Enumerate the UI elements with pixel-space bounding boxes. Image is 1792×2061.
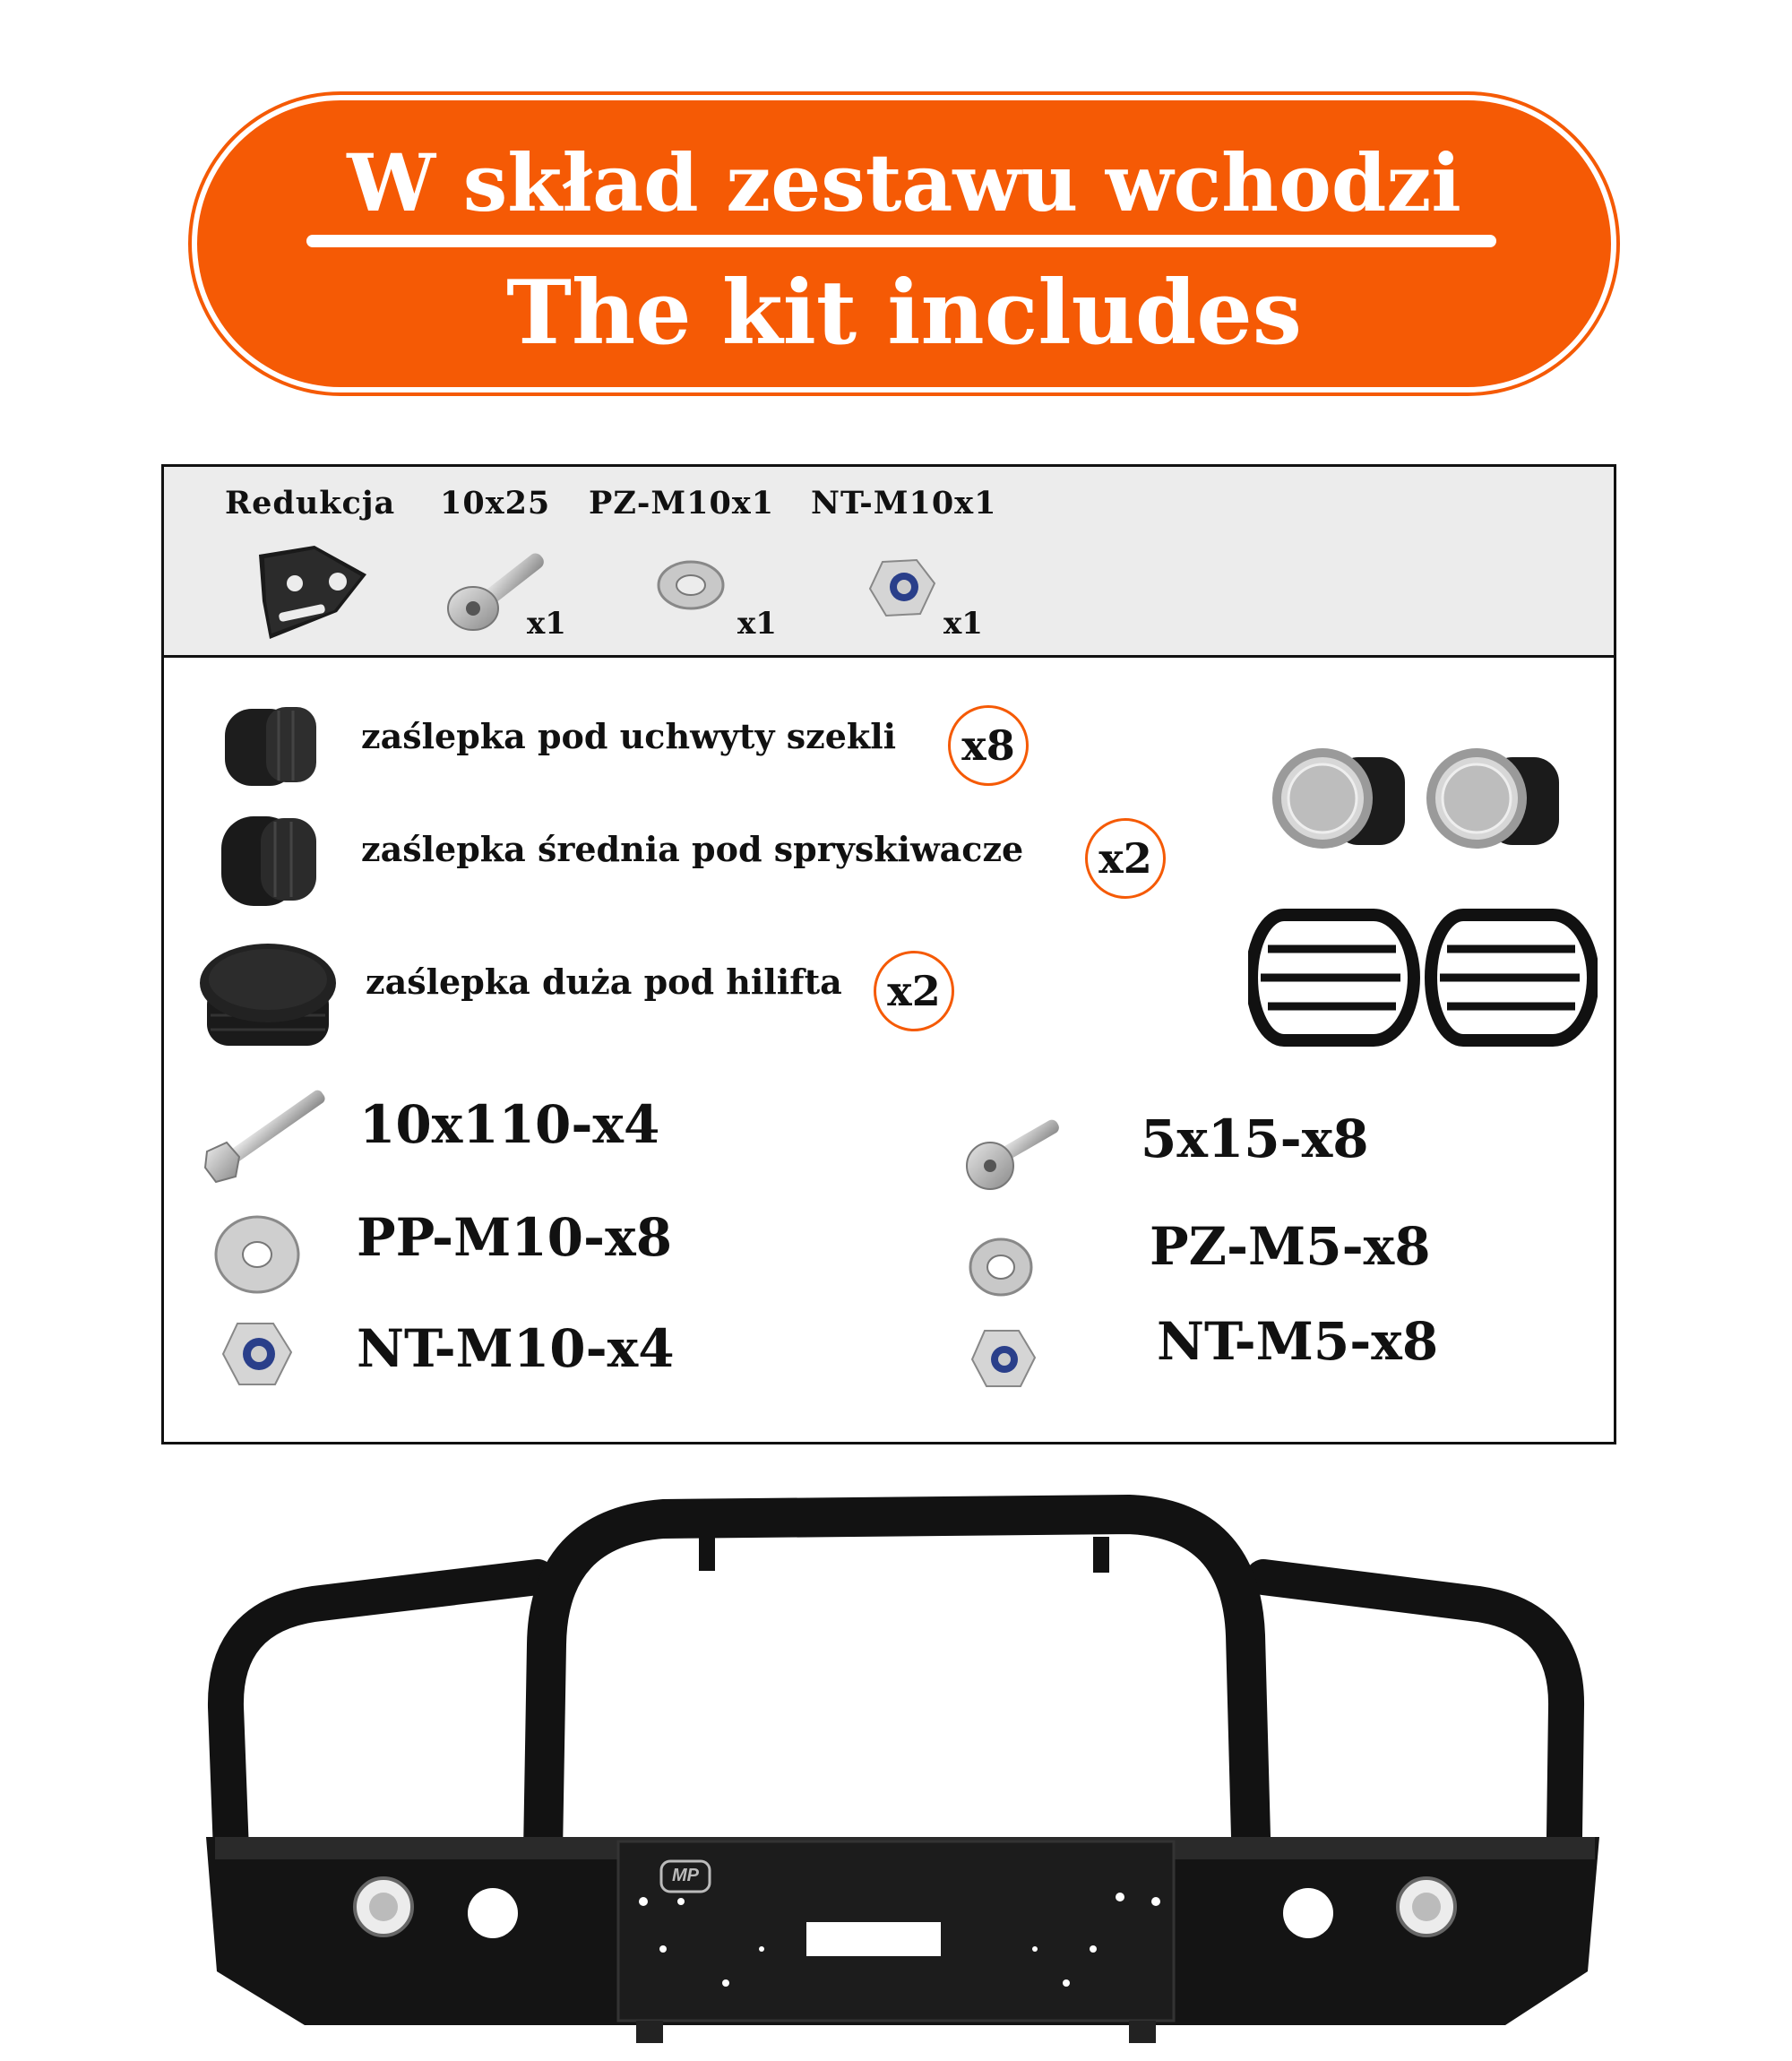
strip-qty-bolt: x1 — [527, 606, 566, 642]
title-english: The kit includes — [506, 262, 1302, 365]
lock-nut-icon — [221, 1320, 293, 1388]
strip-label-washer: PZ-M10x1 — [589, 485, 775, 522]
hardware-label-nut: NT-M10-x4 — [357, 1318, 675, 1379]
strip-qty-washer: x1 — [737, 606, 777, 642]
light-grilles-icon — [1248, 906, 1598, 1049]
hardware-label-flat-washer: PP-M10-x8 — [357, 1207, 673, 1268]
hardware-label-small-washer: PZ-M5-x8 — [1150, 1216, 1431, 1277]
front-bumper-image — [179, 1492, 1613, 2043]
hardware-label-small-nut: NT-M5-x8 — [1157, 1311, 1439, 1372]
flat-washer-icon — [212, 1212, 302, 1297]
small-end-cap-icon — [216, 702, 323, 791]
button-head-screw-icon — [960, 1107, 1067, 1196]
long-hex-bolt-icon — [200, 1078, 325, 1186]
cap-label-medium: zaślepka średnia pod spryskiwacze — [361, 829, 1024, 869]
cap-qty-large: x2 — [874, 951, 954, 1031]
kit-contents-panel — [161, 464, 1616, 1444]
fog-lights-icon — [1271, 736, 1593, 870]
header-banner — [197, 100, 1611, 387]
strip-qty-nut: x1 — [943, 606, 983, 642]
top-parts-strip — [164, 467, 1614, 658]
title-polish: W skład zestawu wchodzi — [347, 136, 1461, 229]
small-lock-nut-icon — [970, 1327, 1037, 1390]
lock-nut-icon — [866, 556, 938, 619]
strip-label-bolt: 10x25 — [440, 485, 551, 522]
hardware-label-long-bolt: 10x110-x4 — [359, 1094, 660, 1155]
cap-label-small: zaślepka pod uchwyty szekli — [361, 716, 897, 756]
washer-icon — [655, 558, 727, 612]
reduction-plate-icon — [252, 539, 368, 642]
title-divider — [306, 235, 1496, 247]
large-end-cap-icon — [196, 938, 340, 1055]
cap-qty-medium: x2 — [1085, 818, 1166, 899]
medium-end-cap-icon — [216, 811, 323, 910]
strip-label-reduction: Redukcja — [225, 485, 396, 522]
hardware-label-screw: 5x15-x8 — [1141, 1108, 1369, 1169]
cap-label-large: zaślepka duża pod hilifta — [366, 962, 842, 1002]
small-washer-icon — [967, 1236, 1035, 1298]
mp-logo-text: MP — [672, 1866, 699, 1885]
cap-qty-small: x8 — [948, 705, 1029, 786]
strip-label-nut: NT-M10x1 — [811, 485, 997, 522]
